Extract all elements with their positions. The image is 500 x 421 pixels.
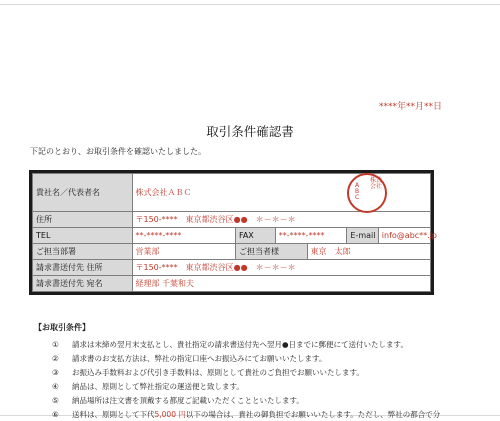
term-item: [52, 395, 304, 406]
term-number: ⑤: [52, 396, 59, 405]
dept-label: ご担当部署: [33, 244, 133, 260]
term-text: 納品は、原則として弊社指定の運送便と致します。: [72, 382, 244, 391]
dept-value: 営業部: [132, 244, 235, 260]
fax-label: FAX: [235, 228, 275, 244]
term-item: [52, 381, 244, 392]
tel-label: TEL: [33, 228, 133, 244]
tel-value: **-****-****: [132, 228, 235, 244]
fax-value: **-****-****: [275, 228, 347, 244]
term-item: [52, 353, 326, 364]
table-row-billing-address: [33, 260, 431, 276]
billing-name-label: 請求書送付先 宛名: [33, 276, 133, 292]
billing-address-value: 〒150-**** 東京都渋谷区●● ＊－＊－＊: [132, 260, 431, 276]
terms-heading: 【お取引条件】: [34, 323, 90, 332]
page-title: 取引条件確認書: [206, 124, 294, 139]
person-label: ご担当者様: [235, 244, 307, 260]
term-text: 納品場所は注文書を頂戴する都度ご記載いただくことといたします。: [72, 396, 304, 405]
address-value: 〒150-**** 東京都渋谷区●● ＊－＊－＊: [132, 212, 431, 228]
email-value: info@abc**.jp: [381, 231, 438, 240]
term-item: [52, 409, 440, 420]
stamp-right-text: 株式会社: [370, 177, 383, 190]
table-row-billing-name: [33, 276, 431, 292]
top-divider: [0, 4, 500, 5]
term-item: [52, 339, 408, 350]
email-label: E-mail: [347, 228, 378, 243]
stamp-left-text: ABC: [355, 182, 360, 201]
table-row-address: [33, 212, 431, 228]
term-text: 請求書のお支払方法は、弊社の指定口座へお振込みにてお願いいたします。: [72, 354, 327, 363]
term-text: 請求は末締め翌月末支払とし、貴社指定の請求書送付先へ翌月●日までに郵便にて送付いたします。: [72, 340, 408, 349]
email-cell: [347, 228, 438, 244]
term-text-post: 以下の場合は、貴社の御負担でお願いいたします。ただし、弊社の都合で分: [185, 410, 441, 419]
person-value: 東京 太郎: [307, 244, 430, 260]
term-number: ③: [52, 368, 59, 377]
company-value: 株式会社ＡＢＣ: [132, 174, 431, 212]
table-row-staff: [33, 244, 431, 260]
term-number: ①: [52, 340, 59, 349]
address-label: 住所: [33, 212, 133, 228]
term-item: [52, 367, 364, 378]
table-row-contact: [33, 228, 431, 244]
term-number: ⑥: [52, 410, 59, 419]
term-number: ④: [52, 382, 59, 391]
intro-text: 下記のとおり、お取引条件を確認いたしました。: [30, 147, 206, 156]
billing-address-label: 請求書送付先 住所: [33, 260, 133, 276]
billing-name-value: 経理部 千葉和夫: [132, 276, 431, 292]
term-text-pre: 送料は、原則として下代: [72, 410, 155, 419]
term-text: お振込み手数料および代引き手数料は、原則として貴社のご負担でお願いいたします。: [72, 368, 364, 377]
term-number: ②: [52, 354, 59, 363]
company-seal-stamp: [347, 173, 387, 213]
company-label: 貴社名／代表者名: [33, 174, 133, 212]
document-date: ****年**月**日: [378, 102, 442, 112]
term-text-amount: 5,000 円: [154, 410, 186, 419]
